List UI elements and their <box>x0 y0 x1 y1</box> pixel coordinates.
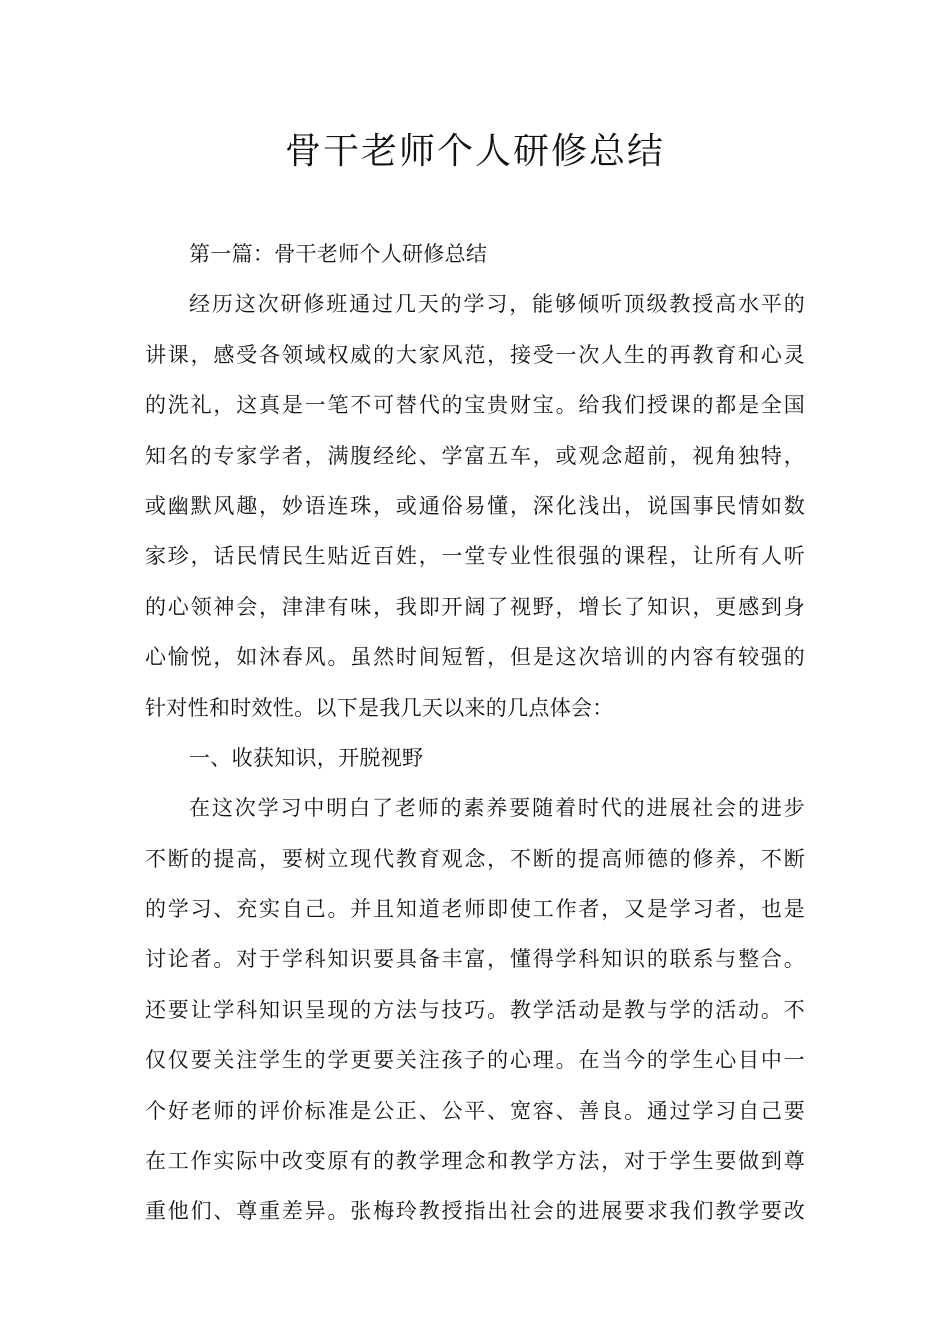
document-body <box>145 229 805 1237</box>
paragraph-line: 讲课，感受各领域权威的大家风范，接受一次人生的再教育和心灵 <box>145 342 805 367</box>
paragraph-line: 的洗礼，这真是一笔不可替代的宝贵财宝。给我们授课的都是全国 <box>145 393 805 418</box>
paragraph-line: 在工作实际中改变原有的教学理念和教学方法，对于学生要做到尊 <box>145 1149 805 1174</box>
subsection-heading: 一、收获知识，开脱视野 <box>189 745 424 770</box>
paragraph-line: 仅仅要关注学生的学更要关注孩子的心理。在当今的学生心目中一 <box>145 1048 805 1073</box>
paragraph-line: 心愉悦，如沐春风。虽然时间短暂，但是这次培训的内容有较强的 <box>145 645 805 670</box>
paragraph-line: 的心领神会，津津有味，我即开阔了视野，增长了知识，更感到身 <box>145 594 805 619</box>
paragraph-line: 讨论者。对于学科知识要具备丰富，懂得学科知识的联系与整合。 <box>145 947 805 972</box>
paragraph-line: 针对性和时效性。以下是我几天以来的几点体会： <box>145 695 614 720</box>
paragraph-line: 个好老师的评价标准是公正、公平、宽容、善良。通过学习自己要 <box>145 1098 805 1123</box>
paragraph-line: 还要让学科知识呈现的方法与技巧。教学活动是教与学的活动。不 <box>145 997 805 1022</box>
document-title: 骨干老师个人研修总结 <box>284 131 665 172</box>
paragraph-line: 在这次学习中明白了老师的素养要随着时代的进展社会的进步 <box>189 796 805 821</box>
paragraph-line: 经历这次研修班通过几天的学习，能够倾听顶级教授高水平的 <box>189 292 805 317</box>
paragraph-line: 的学习、充实自己。并且知道老师即使工作者，又是学习者，也是 <box>145 897 805 922</box>
paragraph-line: 知名的专家学者，满腹经纶、学富五车，或观念超前，视角独特， <box>145 443 805 468</box>
paragraph-line: 重他们、尊重差异。张梅玲教授指出社会的进展要求我们教学要改 <box>145 1199 805 1224</box>
section-heading: 第一篇：骨干老师个人研修总结 <box>189 242 488 266</box>
paragraph-line: 家珍，话民情民生贴近百姓，一堂专业性很强的课程，让所有人听 <box>145 544 805 569</box>
paragraph-line: 不断的提高，要树立现代教育观念，不断的提高师德的修养，不断 <box>145 846 805 871</box>
paragraph-line: 或幽默风趣，妙语连珠，或通俗易懂，深化浅出，说国事民情如数 <box>145 493 805 518</box>
